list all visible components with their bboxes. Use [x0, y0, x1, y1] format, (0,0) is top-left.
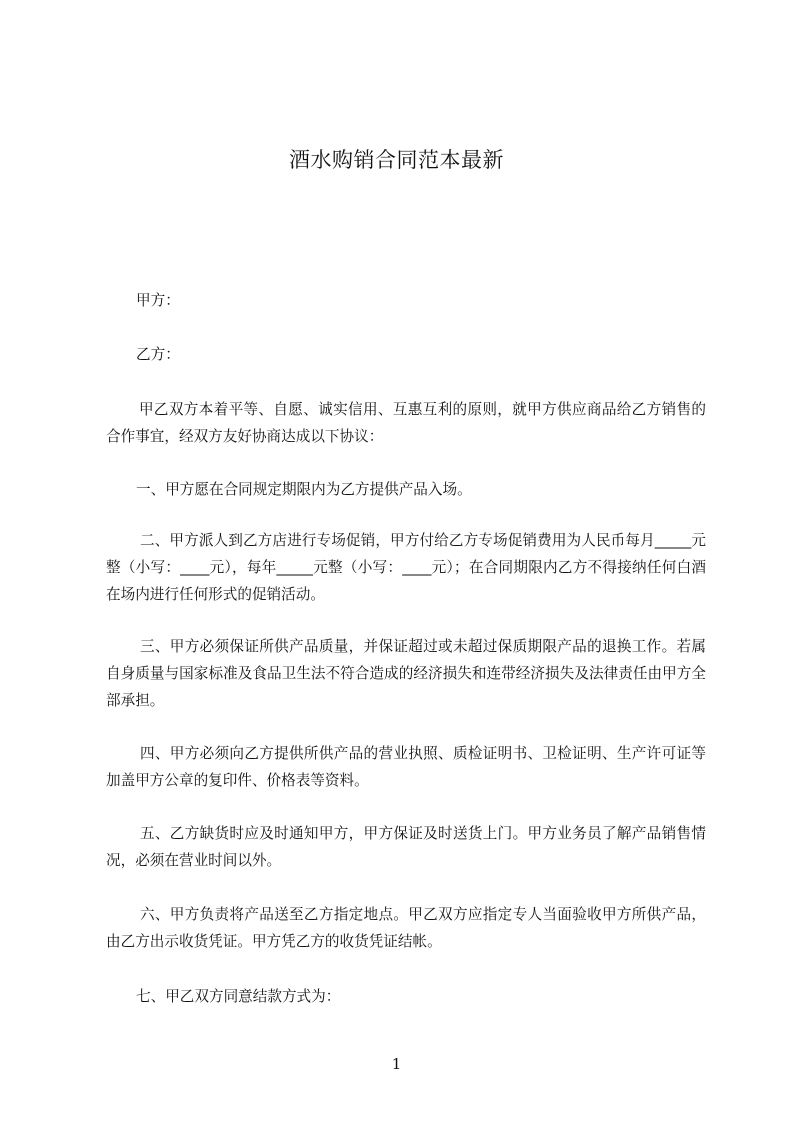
- page-number: 1: [391, 1055, 402, 1073]
- party-a-line: 甲方：: [136, 292, 180, 309]
- party-b-line: 乙方：: [136, 346, 180, 363]
- clause-7: 七、甲乙双方同意结款方式为：: [136, 988, 341, 1005]
- clause-5: 五、乙方缺货时应及时通知甲方，甲方保证及时送货上门。甲方业务员了解产品销售情况，必须在营业时间以外。: [106, 825, 706, 869]
- preamble-paragraph: 甲乙双方本着平等、自愿、诚实信用、互惠互利的原则，就甲方供应商品给乙方销售的合作事宜，经双方友好协商达成以下协议：: [106, 401, 706, 445]
- clause-6: 六、甲方负责将产品送至乙方指定地点。甲乙双方应指定专人当面验收甲方所供产品，由乙方出示收货凭证。甲方凭乙方的收货凭证结帐。: [106, 906, 706, 950]
- clause-3: 三、甲方必须保证所供产品质量，并保证超过或未超过保质期限产品的退换工作。若属自身质量与国家标准及食品卫生法不符合造成的经济损失和连带经济损失及法律责任由甲方全部承担。: [106, 638, 706, 709]
- clause-1: 一、甲方愿在合同规定期限内为乙方提供产品入场。: [136, 481, 472, 498]
- clause-2: 二、甲方派人到乙方店进行专场促销，甲方付给乙方专场促销费用为人民币每月_____元整（小写：____元），每年_____元整（小写：____元）；在合同期限内乙方不得接纳任何白酒在场内进行任何形式的促销活动。: [106, 532, 706, 603]
- document-title: 酒水购销合同范本最新: [289, 148, 504, 172]
- clause-4: 四、甲方必须向乙方提供所供产品的营业执照、质检证明书、卫检证明、生产许可证等加盖甲方公章的复印件、价格表等资料。: [106, 745, 706, 789]
